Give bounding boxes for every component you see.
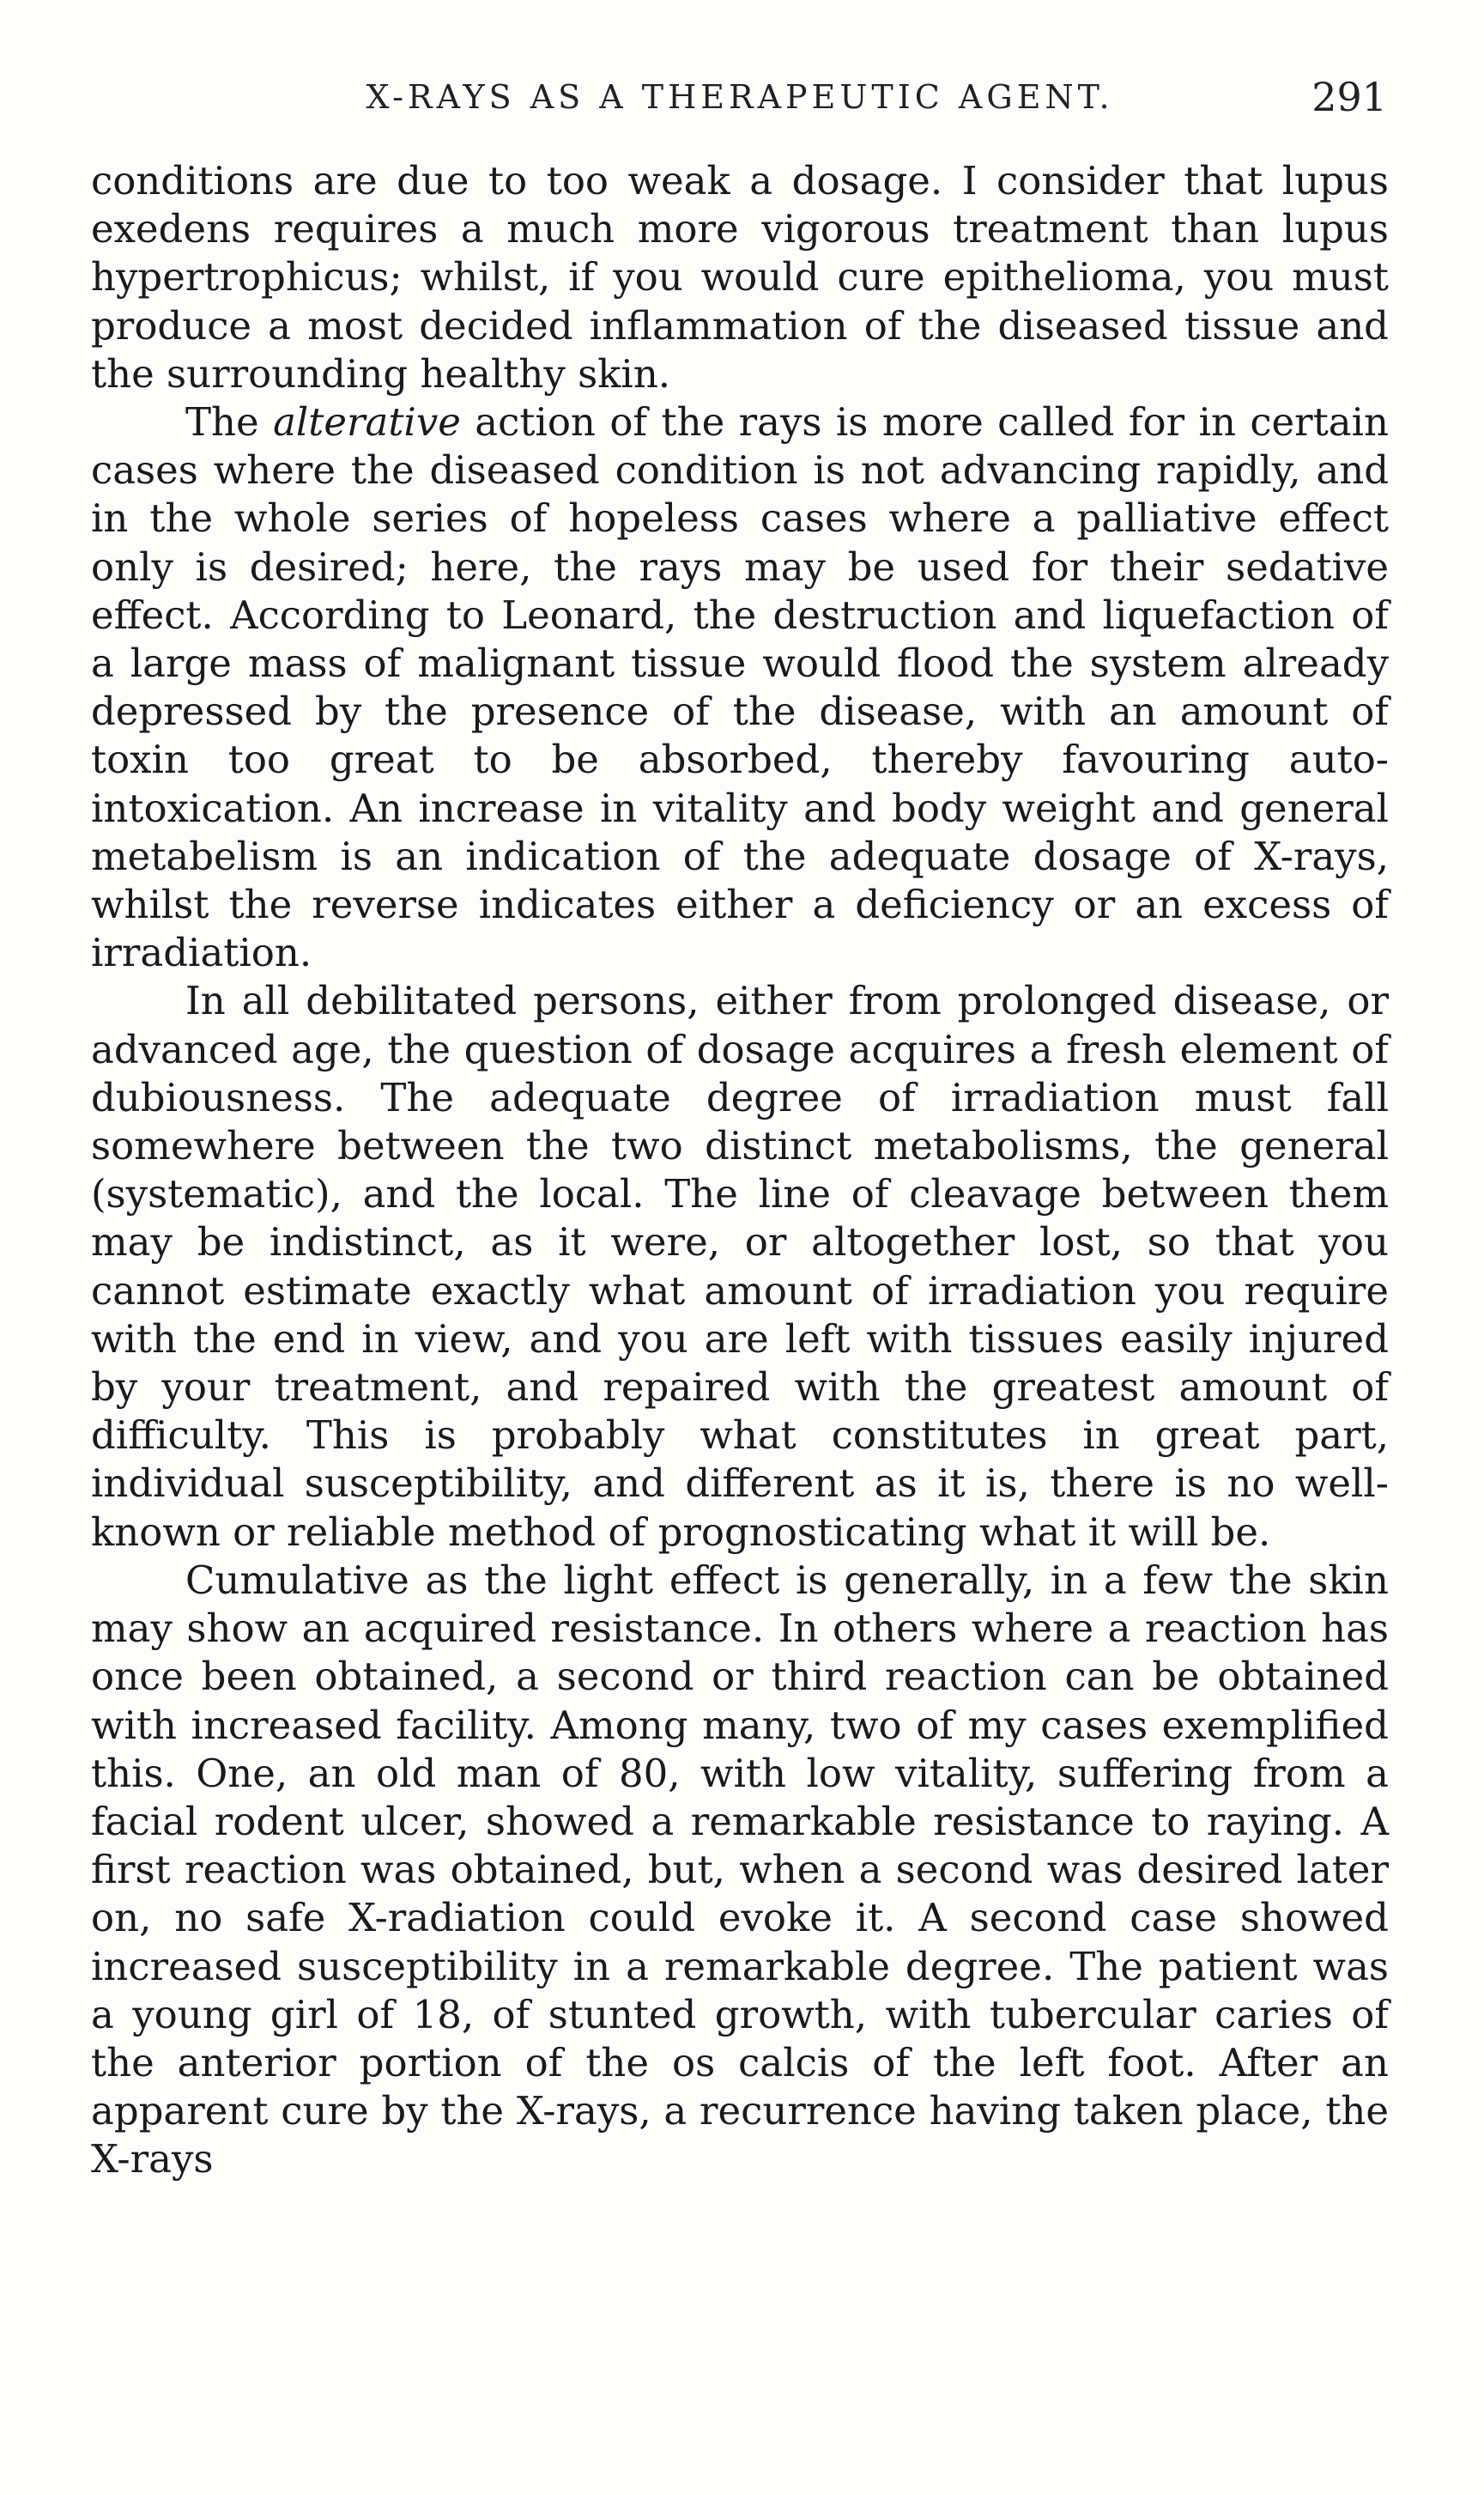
paragraph-1: conditions are due to too weak a dosage. I consider that lupus exedens requires a much more vigorous treatment than lupus hypertrophicus; whilst, if you would cure epithelioma, you must produce a most decided inflammation of the diseased tissue and the surrounding healthy skin. [91,158,1389,397]
paragraph-2-emphasis: alterative [273,399,461,446]
paragraph-2-lead: The [185,399,274,446]
paragraph-2-text: action of the rays is more called for in certain cases where the diseased condition is not advancing rapidly, and in the whole series of hopeless cases where a palliative effect only is desired; here, the rays may be used for their sedative effect. According to Leonard, the destruction and liquefaction of a large mass of malignant tissue would flood the system already depressed by the presence of the disease, with an amount of toxin too great to be absorbed, thereby favouring auto-intoxication. An increase in vitality and body weight and general metabelism is an indication of the adequate dosage of X-rays, whilst the reverse indicates either a deficiency or an excess of irradiation. [91,399,1389,976]
paragraph-2 [91,398,1389,977]
running-head [93,67,1387,127]
body-text [91,157,1389,2184]
paragraph-3: In all debilitated persons, either from prolonged disease, or advanced age, the question of dosage acquires a fresh element of dubiousness. The adequate degree of irradiation must fall somewhere between the two distinct metabolisms, the general (systematic), and the local. The line of cleavage between them may be indistinct, as it were, or altogether lost, so that you cannot estimate exactly what amount of irradiation you require with the end in view, and you are left with tissues easily injured by your treatment, and repaired with the greatest amount of difficulty. This is probably what constitutes in great part, individual susceptibility, and different as it is, there is no well-known or reliable method of prognosticating what it will be. [91,978,1389,1555]
page-number: 291 [1311,74,1387,120]
running-title: X-RAYS AS A THERAPEUTIC AGENT. [366,78,1114,116]
paragraph-4: Cumulative as the light effect is generally, in a few the skin may show an acquired resistance. In others where a reaction has once been obtained, a second or third reaction can be obtained with increased facility. Among many, two of my cases exemplified this. One, an old man of 80, with low vitality, suffering from a facial rodent ulcer, showed a remarkable resistance to raying. A first reaction was obtained, but, when a second was desired later on, no safe X-radiation could evoke it. A second case showed increased susceptibility in a remarkable degree. The patient was a young girl of 18, of stunted growth, with tubercular caries of the anterior portion of the os calcis of the left foot. After an apparent cure by the X-rays, a recurrence having taken place, the X-rays [91,1557,1389,2182]
